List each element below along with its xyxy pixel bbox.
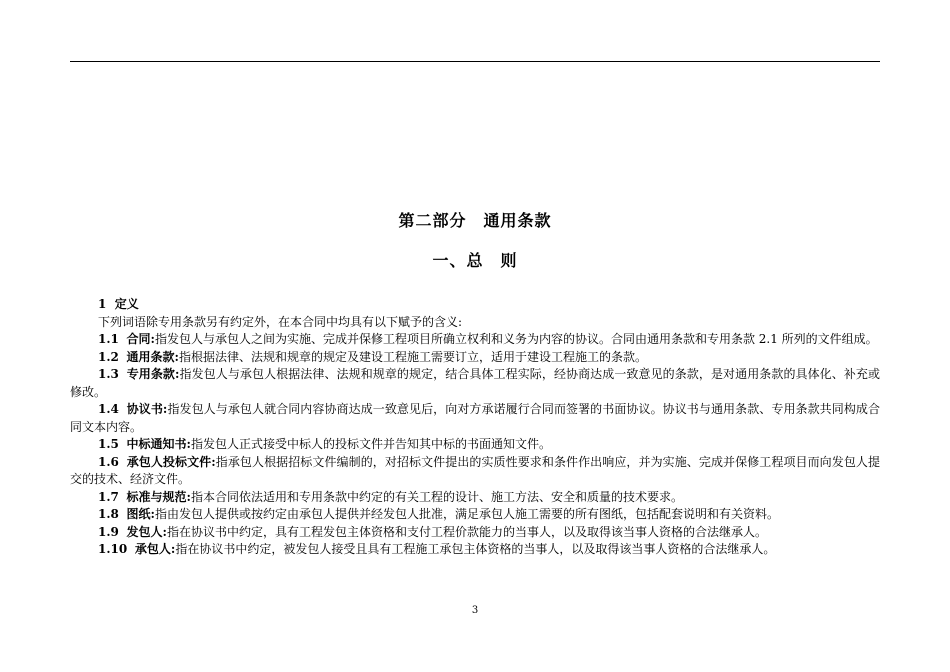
definition-number: 1.1: [98, 332, 119, 346]
definition-number: 1.10: [98, 542, 128, 556]
definition-text: 指发包人与承包人之间为实施、完成并保修工程项目所确立权利和义务为内容的协议。合同由通用条款和专用条款 2.1 所列的文件组成。: [154, 332, 878, 346]
definition-number: 1.8: [98, 507, 119, 521]
definition-term: 标准与规范:: [126, 489, 191, 504]
definition-text: 指发包人正式接受中标人的投标文件并告知其中标的书面通知文件。: [190, 437, 551, 451]
section-number: 1: [98, 297, 107, 311]
definition-number: 1.5: [98, 437, 119, 451]
definition-text: 指发包人与承包人根据法律、法规和规章的规定，结合具体工程实际，经协商达成一致意见的条款，是对通用条款的具体化、补充或修改。: [70, 367, 880, 399]
chapter-title: 一、总 则: [432, 251, 518, 270]
definition-text: 指发包人与承包人就合同内容协商达成一致意见后，向对方承诺履行合同而签署的书面协议。协议书与通用条款、专用条款共同构成合同文本内容。: [70, 402, 880, 434]
section-heading: [70, 296, 880, 314]
page-number: 3: [471, 605, 479, 616]
definition-number: 1.4: [98, 402, 119, 416]
document-body: [70, 296, 880, 559]
definition-number: 1.2: [98, 349, 119, 364]
definition-term: 发包人:: [126, 524, 167, 539]
definition-item: [70, 524, 880, 542]
definition-number: 1.6: [98, 454, 119, 469]
definition-item: [70, 436, 880, 454]
definition-item: [70, 349, 880, 367]
definition-term: 承包人:: [134, 542, 176, 556]
definition-number: 1.3: [98, 367, 119, 381]
definition-item: [70, 331, 880, 349]
definition-text: 指在协议书中约定，被发包人接受且具有工程施工承包主体资格的当事人，以及取得该当事人资格的合法继承人。: [175, 542, 776, 556]
section-title: 定义: [114, 297, 139, 311]
definition-text: 指由发包人提供或按约定由承包人提供并经发包人批准，满足承包人施工需要的所有图纸，包括配套说明和有关资料。: [154, 507, 779, 521]
definition-item: [70, 366, 880, 401]
definition-item: [70, 489, 880, 507]
definition-text: 指根据法律、法规和规章的规定及建设工程施工需要订立，适用于建设工程施工的条款。: [178, 349, 647, 364]
definition-number: 1.9: [98, 524, 119, 539]
part-title: 第二部分 通用条款: [398, 211, 552, 230]
section-intro: 下列词语除专用条款另有约定外，在本合同中均具有以下赋予的含义:: [98, 314, 463, 329]
definition-number: 1.7: [98, 489, 119, 504]
definition-item: [70, 506, 880, 524]
definition-term: 通用条款:: [126, 349, 179, 364]
definition-item: [70, 541, 880, 559]
definition-text: 指承包人根据招标文件编制的，对招标文件提出的实质性要求和条件作出响应，并为实施、完成并保修工程项目而向发包人提交的技术、经济文件。: [70, 454, 880, 486]
definition-term: 专用条款:: [126, 367, 180, 381]
definition-text: 指本合同依法适用和专用条款中约定的有关工程的设计、施工方法、安全和质量的技术要求。: [190, 489, 683, 504]
definition-item: [70, 401, 880, 436]
definition-term: 图纸:: [126, 507, 155, 521]
definition-term: 中标通知书:: [126, 437, 191, 451]
definition-term: 承包人投标文件:: [126, 454, 216, 469]
definition-item: [70, 454, 880, 489]
header-rule: [70, 61, 880, 62]
definition-term: 合同:: [126, 332, 155, 346]
definition-term: 协议书:: [126, 402, 168, 416]
definition-text: 指在协议书中约定，具有工程发包主体资格和支付工程价款能力的当事人，以及取得该当事人资格的合法继承人。: [166, 524, 767, 539]
